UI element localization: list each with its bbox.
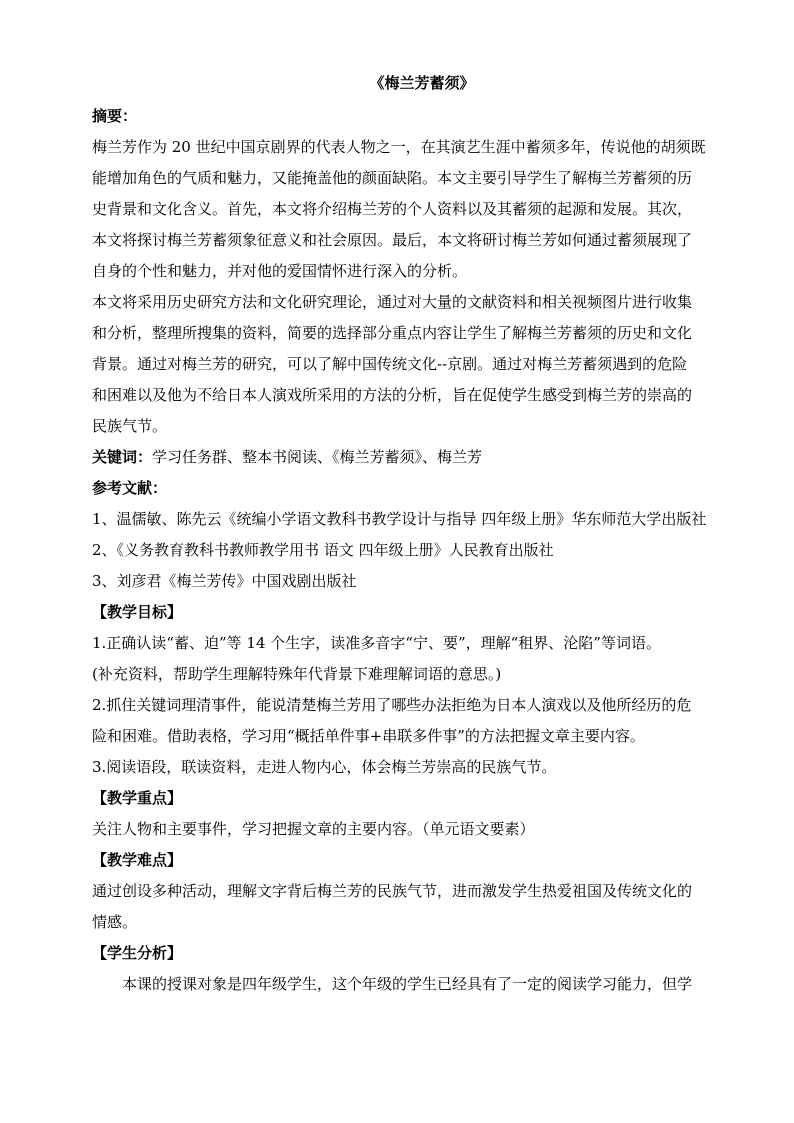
focus-heading: 【教学重点】 (92, 789, 183, 807)
students-heading: 【学生分析】 (92, 944, 183, 962)
abstract-line: 能增加角色的气质和魅力，又能掩盖他的颜面缺陷。本文主要引导学生了解梅兰芳蓄须的历 (92, 169, 693, 187)
difficulty-heading: 【教学难点】 (92, 851, 183, 869)
abstract-line: 本文将探讨梅兰芳蓄须象征意义和社会原因。最后，本文将研讨梅兰芳如何通过蓄须展现了 (92, 231, 693, 249)
abstract-line: 史背景和文化含义。首先，本文将介绍梅兰芳的个人资料以及其蓄须的起源和发展。其次， (92, 200, 693, 218)
goal-line: 1.正确认读“蓄、迫”等 14 个生字，读准多音字“宁、要”，理解“租界、沦陷”等词语。 (92, 634, 661, 652)
goal-line: 险和困难。借助表格，学习用“概括单件事+串联多件事”的方法把握文章主要内容。 (92, 727, 645, 745)
difficulty-line: 通过创设多种活动，理解文字背后梅兰芳的民族气节，进而激发学生热爱祖国及传统文化的 (92, 882, 693, 900)
abstract-line: 背景。通过对梅兰芳的研究，可以了解中国传统文化--京剧。通过对梅兰芳蓄须遇到的危险 (92, 355, 688, 373)
students-text: 本课的授课对象是四年级学生，这个年级的学生已经具有了一定的阅读学习能力，但学 (122, 975, 693, 993)
abstract-line: 梅兰芳作为 20 世纪中国京剧界的代表人物之一，在其演艺生涯中蓄须多年，传说他的胡须既 (92, 138, 706, 156)
abstract-heading: 摘要： (92, 107, 138, 125)
goal-line: (补充资料，帮助学生理解特殊年代背景下难理解词语的意思。) (92, 665, 502, 683)
abstract-line: 和困难以及他为不给日本人演戏所采用的方法的分析，旨在促使学生感受到梅兰芳的崇高的 (92, 386, 693, 404)
keywords-label: 关键词： (92, 448, 153, 466)
goal-line: 3.阅读语段，联读资料，走进人物内心，体会梅兰芳崇高的民族气节。 (92, 758, 557, 776)
document-title: 《梅兰芳蓄须》 (369, 74, 475, 92)
keywords-text: 学习任务群、整本书阅读、《梅兰芳蓄须》、梅兰芳 (152, 448, 483, 466)
keywords-line (92, 442, 742, 473)
difficulty-line: 情感。 (92, 913, 138, 931)
goals-heading: 【教学目标】 (92, 603, 183, 621)
abstract-line: 民族气节。 (92, 417, 168, 435)
reference-item: 1、温儒敏、陈先云《统编小学语文教科书教学设计与指导 四年级上册》华东师范大学出版社 (92, 510, 707, 528)
abstract-line: 本文将采用历史研究方法和文化研究理论，通过对大量的文献资料和相关视频图片进行收集 (92, 293, 693, 311)
goal-line: 2.抓住关键词理清事件，能说清楚梅兰芳用了哪些办法拒绝为日本人演戏以及他所经历的危 (92, 696, 692, 714)
document-page (92, 72, 742, 1000)
reference-item: 2、《义务教育教科书教师教学用书 语文 四年级上册》人民教育出版社 (92, 541, 554, 559)
focus-text: 关注人物和主要事件，学习把握文章的主要内容。（单元语文要素） (92, 820, 535, 838)
reference-item: 3、刘彦君《梅兰芳传》中国戏剧出版社 (92, 572, 357, 590)
abstract-line: 自身的个性和魅力，并对他的爱国情怀进行深入的分析。 (92, 262, 468, 280)
abstract-line: 和分析，整理所搜集的资料，简要的选择部分重点内容让学生了解梅兰芳蓄须的历史和文化 (92, 324, 693, 342)
references-heading: 参考文献： (92, 479, 168, 497)
